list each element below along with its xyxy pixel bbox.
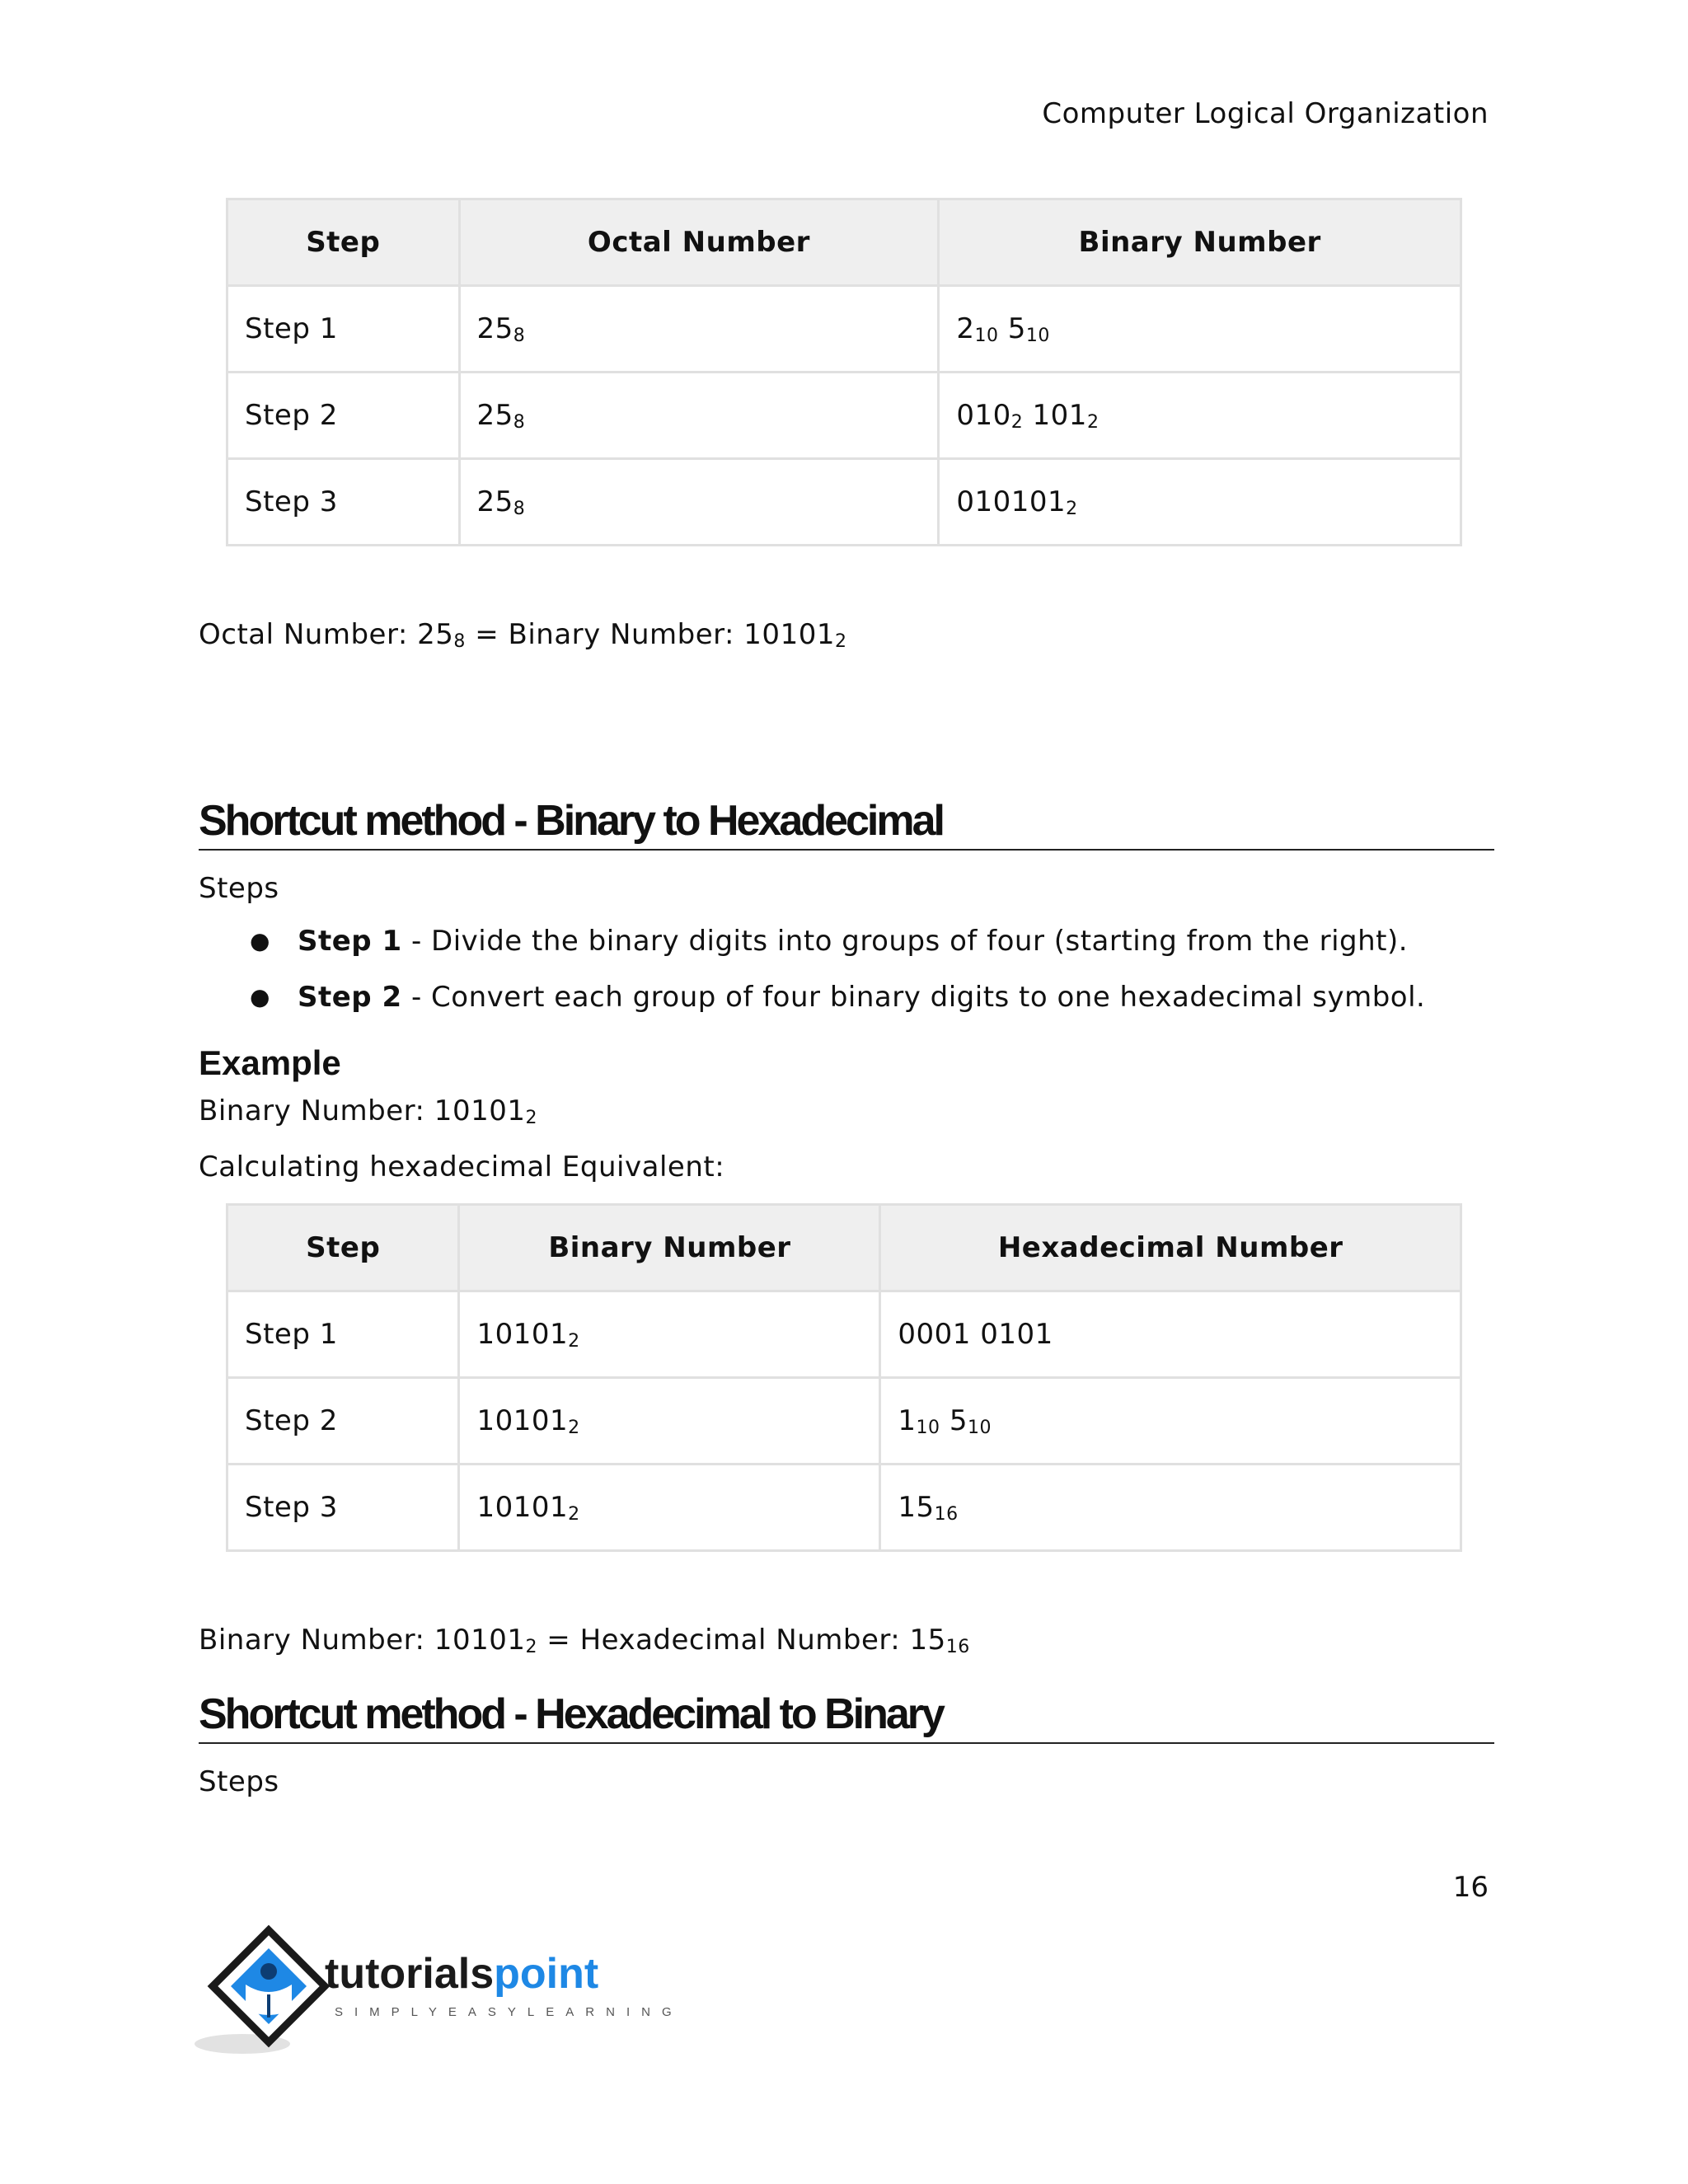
page-number: 16 (1452, 1871, 1489, 1904)
tutorialspoint-logo (195, 1920, 689, 2069)
column-header: Binary Number (459, 1205, 880, 1291)
value-cell: $10101_2$ (459, 1378, 880, 1465)
value-cell: $10101_2$ (459, 1465, 880, 1551)
value-cell: $010_2$ $101_2$ (939, 373, 1461, 459)
column-header: Step (227, 199, 460, 286)
tutorialspoint-logo-icon (213, 1930, 325, 2042)
step-cell: Step 1 (227, 1291, 459, 1378)
table-row (227, 459, 1461, 546)
page-header-title: Computer Logical Organization (1042, 97, 1489, 130)
example-heading: Example (199, 1043, 341, 1082)
value-cell: $2_{10}$ $5_{10}$ (939, 286, 1461, 373)
value-cell: 0001 0101 (880, 1291, 1461, 1378)
table-header-row (227, 1205, 1461, 1291)
column-header: Binary Number (939, 199, 1461, 286)
value-cell: $10101_2$ (459, 1291, 880, 1378)
steps-list (199, 913, 1425, 1025)
table-row (227, 1465, 1461, 1551)
value-cell: $25_8$ (459, 459, 939, 546)
value-cell: $25_8$ (459, 373, 939, 459)
value-cell: $15_{16}$ (880, 1465, 1461, 1551)
step-cell: Step 3 (227, 1465, 459, 1551)
bullet-icon: ● (250, 983, 270, 1010)
value-cell: $010101_2$ (939, 459, 1461, 546)
steps-label: Steps (199, 872, 279, 905)
bullet-icon: ● (250, 927, 270, 954)
logo-text-tutorials: tutorials (325, 1950, 495, 1998)
value-cell: $25_8$ (459, 286, 939, 373)
step-cell: Step 2 (227, 1378, 459, 1465)
list-item: ● Step 1 - Divide the binary digits into groups of four (starting from the right). (199, 913, 1425, 969)
list-item: ● Step 2 - Convert each group of four binary digits to one hexadecimal symbol. (199, 969, 1425, 1025)
calc-label: Calculating hexadecimal Equivalent: (199, 1151, 725, 1183)
value-cell: $1_{10}$ $5_{10}$ (880, 1378, 1461, 1465)
table-row (227, 1291, 1461, 1378)
steps-label-2: Steps (199, 1765, 279, 1798)
step-cell: Step 3 (227, 459, 460, 546)
binary-hex-result: Binary Number: $10101_2$ = Hexadecimal Number: $15_{16}$ (199, 1624, 970, 1657)
column-header: Step (227, 1205, 459, 1291)
octal-binary-table (226, 198, 1462, 546)
column-header: Octal Number (459, 199, 939, 286)
binary-hex-table (226, 1203, 1462, 1552)
column-header: Hexadecimal Number (880, 1205, 1461, 1291)
step-cell: Step 1 (227, 286, 460, 373)
logo-tagline: SIMPLYEASYLEARNING (335, 2005, 683, 2019)
section-heading-binary-to-hex: Shortcut method - Binary to Hexadecimal (199, 796, 1494, 851)
table-row (227, 1378, 1461, 1465)
svg-text:tutorialspoint (325, 1950, 598, 1998)
table-row (227, 286, 1461, 373)
section-heading-hex-to-binary: Shortcut method - Hexadecimal to Binary (199, 1690, 1494, 1744)
octal-binary-result: Octal Number: $25_8$ = Binary Number: $10101_2$ (199, 618, 847, 652)
table-row (227, 373, 1461, 459)
logo-text-point: point (494, 1950, 599, 1998)
step-cell: Step 2 (227, 373, 460, 459)
binary-number-line: Binary Number: $10101_2$ (199, 1094, 537, 1128)
table-header-row (227, 199, 1461, 286)
